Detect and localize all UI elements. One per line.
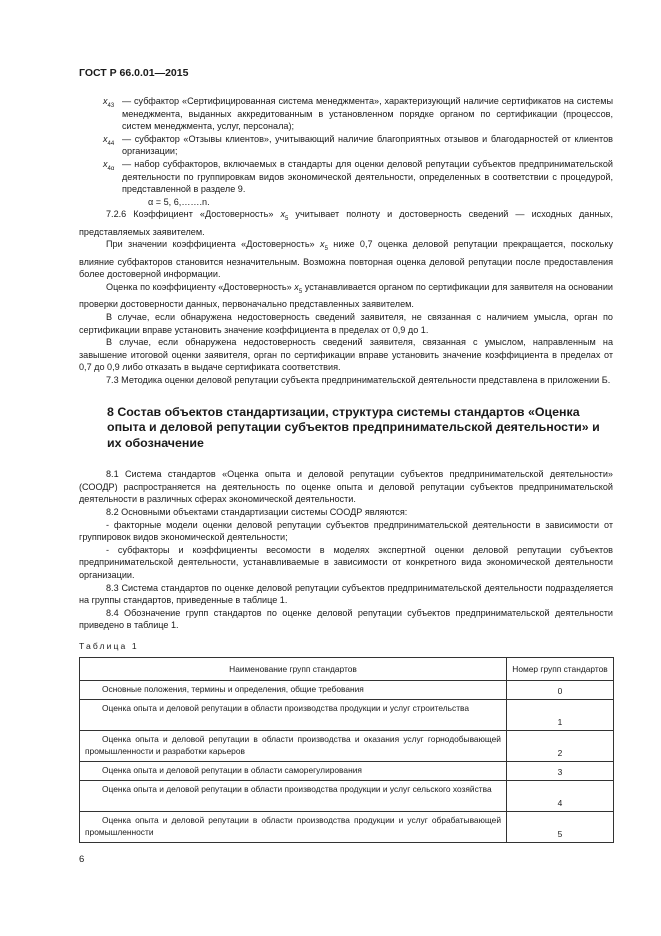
paragraph-no-intent: В случае, если обнаружена недостоверность сведений заявителя, не связанная с наличием умысла, орган по сертификации вправе установить значение коэффициента в пределах от 0,9 до 1. [79, 311, 613, 335]
group-number: 0 [507, 681, 614, 700]
group-number: 2 [507, 731, 614, 762]
definition-text: — набор субфакторов, включаемых в стандарты для оценки деловой репутации субъектов предпринимательской деятельности по группировкам видов экономической деятельности, определенных в соответствии с процедурой, представленной в разделе 9. [122, 158, 613, 195]
column-header-number: Номер групп стандартов [507, 658, 614, 681]
document-header: ГОСТ Р 66.0.01—2015 [79, 67, 189, 79]
table-row [80, 762, 614, 781]
standards-groups-table [79, 657, 614, 843]
definition-symbol: $x_{44}$ [103, 133, 115, 147]
definition-symbol: $x_{43}$ [103, 96, 115, 109]
table-row [80, 700, 614, 731]
group-name: Оценка опыта и деловой репутации в области производства продукции и услуг строительства [80, 700, 507, 731]
paragraph-assessment: Оценка по коэффициенту «Достоверность» $x_5$ устанавливается органом по сертификации для заявителя на основании проверки достоверности данных, первоначально представленных заявителем. [79, 281, 613, 310]
table-caption: Таблица 1 [79, 641, 139, 651]
table-row [80, 781, 614, 812]
definition-x44 [103, 133, 613, 158]
group-name: Основные положения, термины и определения, общие требования [80, 681, 507, 700]
table-row [80, 681, 614, 700]
paragraph-threshold: При значении коэффициента «Достоверность» $x_5$ ниже 0,7 оценка деловой репутации прекращается, поскольку влияние субфакторов становится незначительным. Возможна повторная оценка деловой репутации после предоставления более достоверной информации. [79, 239, 614, 280]
alpha-range: α = 5, 6,…….n. [148, 196, 210, 207]
list-item: - факторные модели оценки деловой репутации субъектов предпринимательской деятельности в зависимости от группировок видов экономической деятельности; [79, 519, 613, 543]
paragraph-7-3: 7.3 Методика оценки деловой репутации субъекта предпринимательской деятельности представлена в приложении Б. [106, 374, 611, 385]
document-body [79, 95, 613, 632]
definition-x4alpha [103, 158, 613, 196]
definition-text: — субфактор «Сертифицированная система менеджмента», характеризующий наличие сертификатов на системы менеджмента, выданных аккредитованным в установленном порядке органом по сертификации (процессов, систем менеджмента, услуг, персонала); [122, 96, 613, 132]
paragraph-intent: В случае, если обнаружена недостоверность сведений заявителя, связанная с умыслом, направленным на завышение итоговой оценки заявителя, орган по сертификации вправе установить значение коэффициента в пределах от 0,7 до 0,9 либо отказать в выдаче сертификата соответствия. [79, 337, 613, 373]
paragraph-7-2-6: 7.2.6 Коэффициент «Достоверность» $x_5$ учитывает полноту и достоверность сведений — исходных данных, представляемых заявителем. [79, 209, 613, 237]
paragraph-8-1: 8.1 Система стандартов «Оценка опыта и деловой репутации субъектов предпринимательской деятельности» (СООДР) распространяется на деятельность по оценке опыта и деловой репутации субъектов предпринимательской деятельности в различных сферах экономической деятельности. [79, 469, 613, 505]
group-name: Оценка опыта и деловой репутации в области производства продукции и услуг сельского хозяйства [80, 781, 507, 812]
definition-text: — субфактор «Отзывы клиентов», учитывающий наличие благоприятных отзывов и благодарностей от клиентов организации; [122, 133, 613, 157]
table-row [80, 731, 614, 762]
group-number: 4 [507, 781, 614, 812]
paragraph-8-2: 8.2 Основными объектами стандартизации системы СООДР являются: [106, 507, 408, 518]
list-item: - субфакторы и коэффициенты весомости в моделях экспертной оценки деловой репутации субъектов предпринимательской деятельности, устанавливаемые в зависимости от конкретного вида экономической деятельности организации. [79, 544, 613, 581]
definition-symbol: $x_{4\alpha}$ [103, 158, 115, 172]
page-number: 6 [79, 854, 85, 865]
group-name: Оценка опыта и деловой репутации в области производства продукции и услуг обрабатывающей промышленности [80, 812, 507, 843]
group-number: 5 [507, 812, 614, 843]
definition-x43 [103, 95, 613, 133]
section-8-heading: 8 Состав объектов стандартизации, структура системы стандартов «Оценка опыта и деловой репутации субъектов предпринимательской деятельности» и их обозначение [107, 404, 600, 450]
group-number: 1 [507, 700, 614, 731]
table-row [80, 812, 614, 843]
paragraph-8-4: 8.4 Обозначение групп стандартов по оценке деловой репутации субъектов предпринимательской деятельности приведено в таблице 1. [79, 607, 613, 631]
table-header-row [80, 658, 614, 681]
column-header-name: Наименование групп стандартов [80, 658, 507, 681]
paragraph-8-3: 8.3 Система стандартов по оценке деловой репутации субъектов предпринимательской деятельности подразделяется на группы стандартов, приведенные в таблице 1. [79, 582, 613, 606]
group-number: 3 [507, 762, 614, 781]
group-name: Оценка опыта и деловой репутации в области саморегулирования [80, 762, 507, 781]
group-name: Оценка опыта и деловой репутации в области производства и оказания услуг горнодобывающей промышленности и разработки карьеров [80, 731, 507, 762]
